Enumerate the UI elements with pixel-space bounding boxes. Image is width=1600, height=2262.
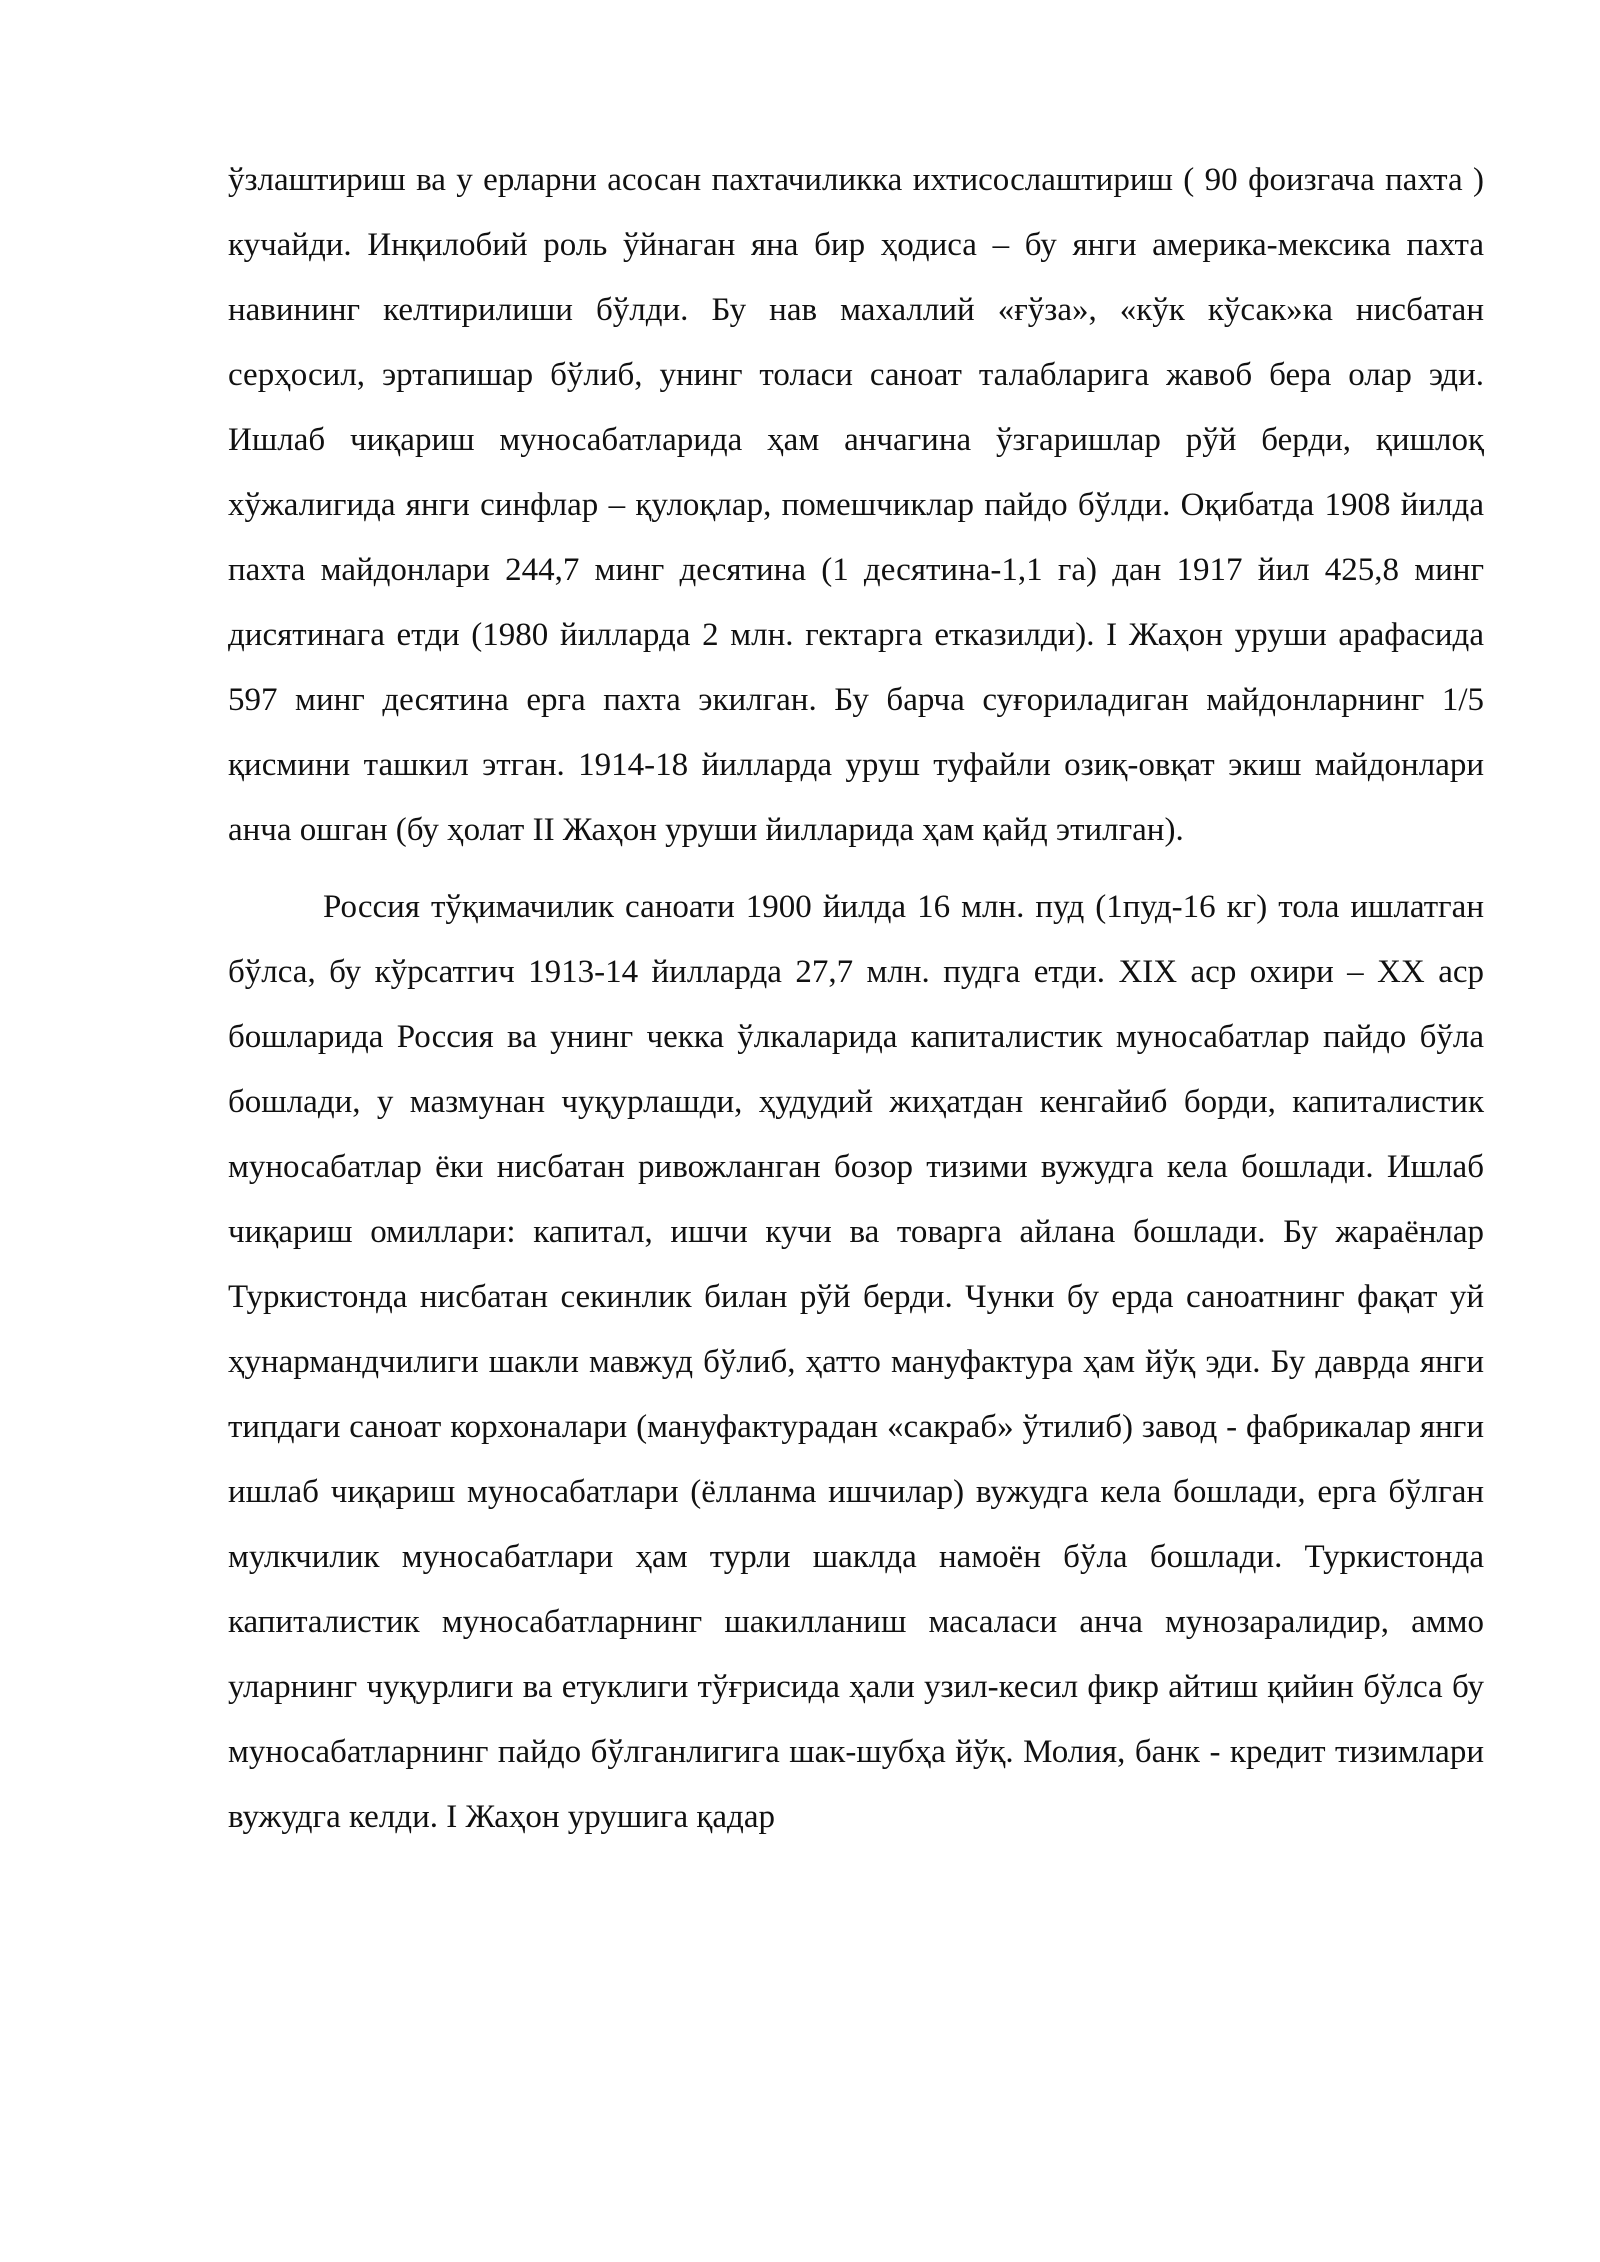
paragraph-2: Россия тўқимачилик саноати 1900 йилда 16 млн. пуд (1пуд-16 кг) тола ишлатган бўлса, бу кўрсатгич 1913-14 йилларда 27,7 млн. пудга етди. XIX аср охири – XX аср бошларида Россия ва унинг чекка ўлкаларида капиталистик муносабатлар пайдо бўла бошлади, у мазмунан чуқурлашди, ҳудудий жиҳатдан кенгайиб борди, капиталистик муносабатлар ёки нисбатан ривожланган бозор тизими вужудга кела бошлади. Ишлаб чиқариш омиллари: капитал, ишчи кучи ва товарга айлана бошлади. Бу жараёнлар Туркистонда нисбатан секинлик билан рўй берди. Чунки бу ерда саноатнинг фақат уй ҳунармандчилиги шакли мавжуд бўлиб, ҳатто мануфактура ҳам йўқ эди. Бу даврда янги типдаги саноат корхоналари (мануфактурадан «сакраб» ўтилиб) завод - фабрикалар янги ишлаб чиқариш муносабатлари (ёлланма ишчилар) вужудга кела бошлади, ерга бўлган мулкчилик муносабатлари ҳам турли шаклда намоён бўла бошлади. Туркистонда капиталистик муносабатларнинг шакилланиш масаласи анча мунозаралидир, аммо уларнинг чуқурлиги ва етуклиги тўғрисида ҳали узил-кесил фикр айтиш қийин бўлса бу муносабатларнинг пайдо бўлганлигига шак-шубҳа йўқ. Молия, банк - кредит тизимлари вужудга келди. I Жаҳон урушига қадар — [228, 889, 1484, 1835]
paragraph-1: ўзлаштириш ва у ерларни асосан пахтачиликка ихтисослаштириш ( 90 фоизгача пахта ) кучайди. Инқилобий роль ўйнаган яна бир ҳодиса – бу янги америка-мексика пахта навининг келтирилиши бўлди. Бу нав махаллий «ғўза», «кўк кўсак»ка нисбатан серҳосил, эртапишар бўлиб, унинг толаси саноат талабларига жавоб бера олар эди. Ишлаб чиқариш муносабатларида ҳам анчагина ўзгаришлар рўй берди, қишлоқ хўжалигида янги синфлар – қулоқлар, помешчиклар пайдо бўлди. Оқибатда 1908 йилда пахта майдонлари 244,7 минг десятина (1 десятина-1,1 га) дан 1917 йил 425,8 минг дисятинага етди (1980 йилларда 2 млн. гектарга етказилди). I Жаҳон уруши арафасида 597 минг десятина ерга пахта экилган. Бу барча суғориладиган майдонларнинг 1/5 қисмини ташкил этган. 1914-18 йилларда уруш туфайли озиқ-овқат экиш майдонлари анча ошган (бу ҳолат II Жаҳон уруши йилларида ҳам қайд этилган). — [228, 162, 1484, 848]
document-body — [228, 148, 1484, 1850]
